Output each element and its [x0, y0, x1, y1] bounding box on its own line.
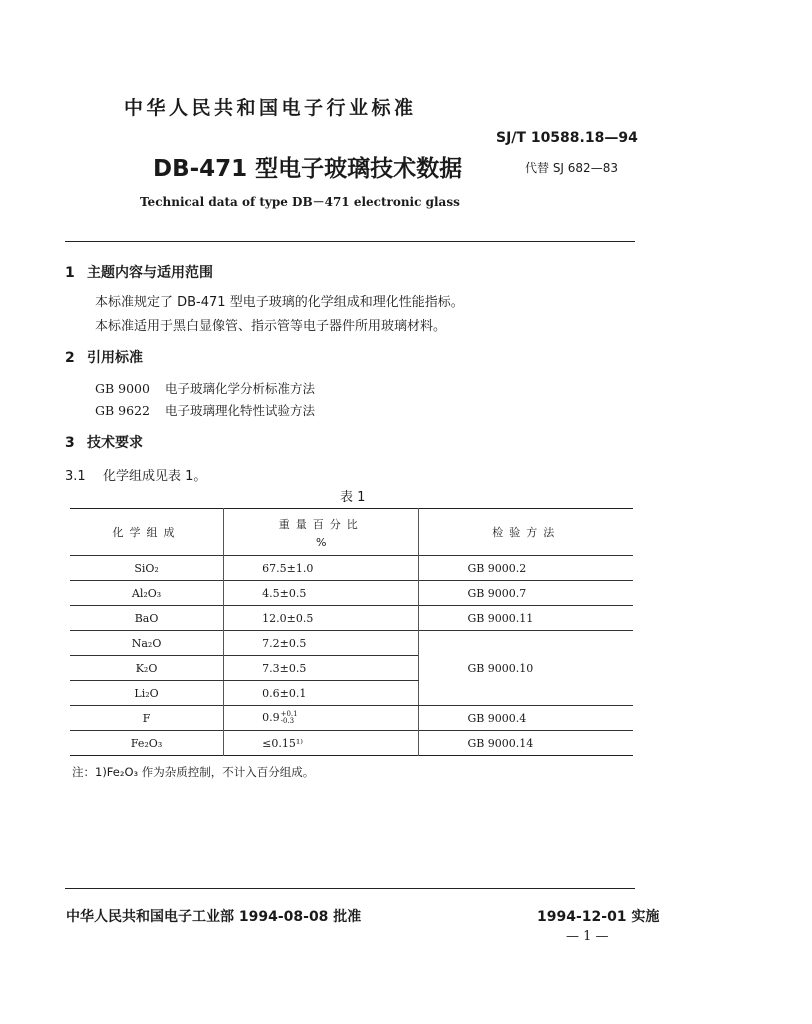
english-title: Technical data of type DB－471 electronic glass [140, 195, 460, 209]
header-percent-unit: % [316, 535, 327, 549]
page-number: — 1 — [566, 929, 609, 944]
standard-number: SJ/T 10588.18—94 [496, 130, 638, 146]
reference-text: 电子玻璃化学分析标准方法 [165, 381, 316, 396]
cell-percent: 0.6±0.1 [224, 681, 419, 706]
section-2-heading [65, 347, 143, 367]
cell-percent: 7.2±0.5 [224, 631, 419, 656]
cell-method: GB 9000.2 [467, 561, 527, 575]
section-3-heading [65, 432, 143, 452]
section-1-paragraph-1: 本标准规定了 DB-471 型电子玻璃的化学组成和理化性能指标。 [95, 295, 464, 310]
cell-component: SiO₂ [134, 561, 159, 575]
clause-number: 3.1 [65, 469, 86, 484]
tolerance [281, 711, 298, 725]
table-row [70, 606, 633, 631]
header-component: 化学组成 [112, 526, 181, 539]
tolerance-lower: -0.3 [280, 717, 295, 725]
table-caption: 表 1 [340, 490, 366, 505]
cell-component: K₂O [70, 656, 224, 681]
cell-percent [224, 706, 419, 731]
effective-date: 1994-12-01 实施 [537, 909, 660, 925]
document-title: DB-471 型电子玻璃技术数据 [153, 156, 463, 182]
chemical-composition-table [70, 508, 633, 756]
section-title: 技术要求 [87, 435, 143, 451]
section-number: 1 [65, 265, 75, 281]
cell-method: GB 9000.10 [419, 631, 633, 706]
clause-text: 化学组成见表 1。 [103, 469, 207, 484]
cell-component: BaO [134, 611, 159, 625]
table-note: 注：1)Fe₂O₃ 作为杂质控制，不计入百分组成。 [72, 765, 315, 779]
cell-method: GB 9000.7 [467, 586, 527, 600]
footer-rule [65, 888, 635, 889]
section-number: 2 [65, 350, 75, 366]
table-header-row [70, 509, 633, 556]
cell-component: F [142, 711, 151, 725]
cell-method: GB 9000.14 [467, 736, 534, 750]
table-row [70, 631, 633, 656]
section-title: 引用标准 [87, 350, 143, 366]
table-row [70, 731, 633, 756]
cell-percent: 12.0±0.5 [224, 606, 419, 631]
header-percent [224, 509, 419, 556]
percent-value: 0.9 [262, 711, 280, 724]
section-title: 主题内容与适用范围 [87, 265, 213, 281]
reference-item [95, 379, 315, 397]
cell-percent: 67.5±1.0 [224, 556, 419, 581]
cell-component: Na₂O [131, 636, 162, 650]
reference-code: GB 9000 [95, 381, 150, 396]
table-row [70, 556, 633, 581]
tolerance-upper: +0.1 [280, 710, 298, 718]
reference-text: 电子玻璃理化特性试验方法 [165, 403, 316, 418]
header-percent-label: 重量百分比 [278, 517, 364, 531]
reference-item [95, 401, 315, 419]
table-row [70, 706, 633, 731]
org-title: 中华人民共和国电子行业标准 [124, 97, 417, 119]
section-1-heading [65, 262, 213, 282]
header-rule [65, 241, 635, 242]
cell-method: GB 9000.11 [467, 611, 534, 625]
cell-method: GB 9000.4 [467, 711, 527, 725]
clause-3-1 [65, 465, 206, 484]
cell-component: Li₂O [134, 686, 159, 700]
header-method: 检验方法 [492, 526, 561, 539]
replaces-standard: 代替 SJ 682—83 [525, 161, 618, 175]
cell-percent: 7.3±0.5 [224, 656, 419, 681]
table-row [70, 581, 633, 606]
section-1-paragraph-2: 本标准适用于黑白显像管、指示管等电子器件所用玻璃材料。 [95, 319, 447, 334]
reference-code: GB 9622 [95, 403, 150, 418]
cell-component: Fe₂O₃ [130, 736, 163, 750]
approval-line: 中华人民共和国电子工业部 1994-08-08 批准 [66, 909, 362, 925]
cell-percent: ≤0.15¹⁾ [224, 731, 419, 756]
section-number: 3 [65, 435, 75, 451]
cell-component: Al₂O₃ [131, 586, 162, 600]
cell-percent: 4.5±0.5 [224, 581, 419, 606]
